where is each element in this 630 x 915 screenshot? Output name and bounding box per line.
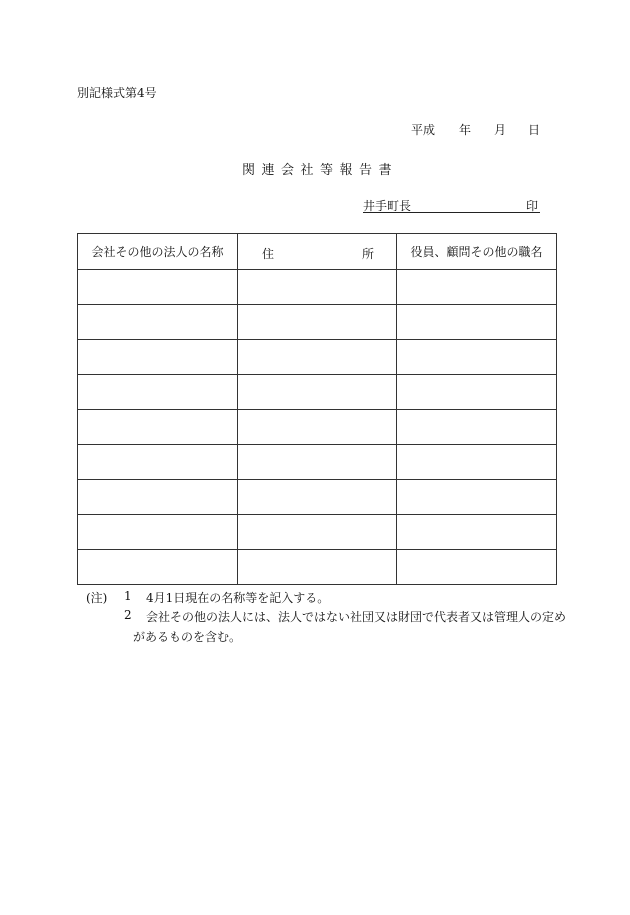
address-cell[interactable] bbox=[238, 270, 397, 305]
company-name-cell[interactable] bbox=[78, 550, 238, 585]
header-address-char-1: 住 bbox=[262, 247, 275, 261]
date-day-label: 日 bbox=[528, 123, 541, 137]
header-company-name: 会社その他の法人の名称 bbox=[78, 234, 238, 270]
seal-mark: 印 bbox=[525, 199, 538, 213]
date-month-label: 月 bbox=[494, 123, 507, 137]
table-row bbox=[78, 480, 557, 515]
table-row bbox=[78, 375, 557, 410]
table-row bbox=[78, 515, 557, 550]
header-address-char-2: 所 bbox=[361, 247, 374, 261]
addressee-line bbox=[363, 197, 540, 213]
address-cell[interactable] bbox=[238, 515, 397, 550]
header-address bbox=[238, 234, 397, 270]
table-row bbox=[78, 550, 557, 585]
addressee-name: 井手町長 bbox=[363, 199, 412, 213]
document-title: 関連会社等報告書 bbox=[242, 163, 399, 178]
position-cell[interactable] bbox=[397, 270, 557, 305]
address-cell[interactable] bbox=[238, 550, 397, 585]
company-name-cell[interactable] bbox=[78, 515, 238, 550]
company-name-cell[interactable] bbox=[78, 375, 238, 410]
note-2-number: 2 bbox=[124, 608, 132, 622]
company-name-cell[interactable] bbox=[78, 410, 238, 445]
address-cell[interactable] bbox=[238, 410, 397, 445]
address-cell[interactable] bbox=[238, 375, 397, 410]
note-2-text: 会社その他の法人には、法人ではない社団又は財団で代表者又は管理人の定め bbox=[146, 610, 567, 624]
date-era: 平成 bbox=[411, 123, 436, 137]
company-name-cell[interactable] bbox=[78, 270, 238, 305]
address-cell[interactable] bbox=[238, 340, 397, 375]
position-cell[interactable] bbox=[397, 305, 557, 340]
note-1-text: 4月1日現在の名称等を記入する。 bbox=[146, 591, 330, 605]
address-cell[interactable] bbox=[238, 305, 397, 340]
table-row bbox=[78, 445, 557, 480]
position-cell[interactable] bbox=[397, 375, 557, 410]
table-row bbox=[78, 270, 557, 305]
company-name-cell[interactable] bbox=[78, 480, 238, 515]
position-cell[interactable] bbox=[397, 410, 557, 445]
note-2-continuation: があるものを含む。 bbox=[133, 630, 242, 644]
company-name-cell[interactable] bbox=[78, 340, 238, 375]
position-cell[interactable] bbox=[397, 480, 557, 515]
position-cell[interactable] bbox=[397, 445, 557, 480]
table-header-row bbox=[78, 234, 557, 270]
position-cell[interactable] bbox=[397, 340, 557, 375]
address-cell[interactable] bbox=[238, 445, 397, 480]
note-1-number: 1 bbox=[124, 589, 132, 603]
table-row bbox=[78, 305, 557, 340]
header-position: 役員、顧問その他の職名 bbox=[397, 234, 557, 270]
address-cell[interactable] bbox=[238, 480, 397, 515]
date-year-label: 年 bbox=[459, 123, 472, 137]
company-name-cell[interactable] bbox=[78, 445, 238, 480]
notes-label: (注) bbox=[86, 591, 108, 605]
table-row bbox=[78, 410, 557, 445]
company-name-cell[interactable] bbox=[78, 305, 238, 340]
position-cell[interactable] bbox=[397, 515, 557, 550]
report-table bbox=[77, 233, 557, 585]
position-cell[interactable] bbox=[397, 550, 557, 585]
form-number: 別記様式第4号 bbox=[77, 86, 157, 100]
table-row bbox=[78, 340, 557, 375]
